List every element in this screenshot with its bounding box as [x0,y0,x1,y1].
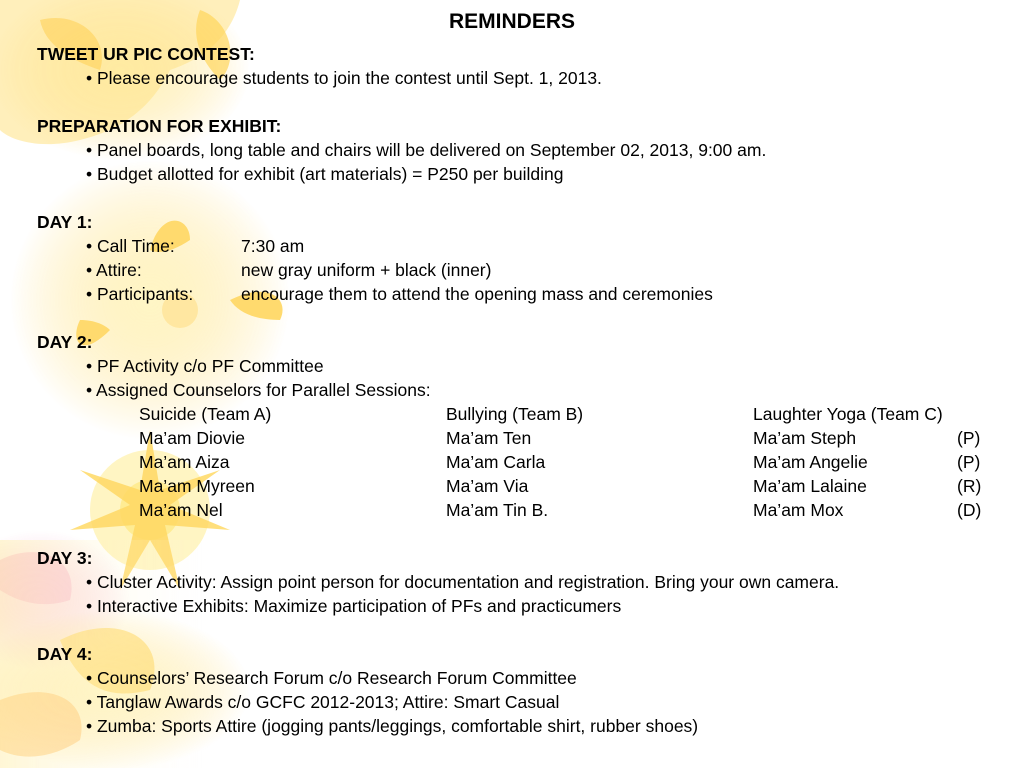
session-cell: Ma’am Mox [753,500,844,520]
bullet-day4-3: • Zumba: Sports Attire (jogging pants/leggings, comfortable shirt, rubber shoes) [86,716,699,736]
bullet-exhibit-1: • Panel boards, long table and chairs will be delivered on September 02, 2013, 9:00 am. [86,140,767,160]
bullet-day4-2: • Tanglaw Awards c/o GCFC 2012-2013; Attire: Smart Casual [86,692,560,712]
session-cell: Ma’am Via [446,476,529,496]
day1-value: new gray uniform + black (inner) [241,260,492,280]
bullet-exhibit-2: • Budget allotted for exhibit (art materials) = P250 per building [86,164,564,184]
session-cell: Ma’am Diovie [139,428,245,448]
heading-tweet-contest: TWEET UR PIC CONTEST: [37,44,255,64]
heading-day2: DAY 2: [37,332,93,352]
slide-title: REMINDERS [448,10,575,33]
session-cell: Ma’am Lalaine [753,476,867,496]
bullet-day2-1: • PF Activity c/o PF Committee [86,356,324,376]
heading-day3: DAY 3: [37,548,93,568]
day1-label: • Attire: [86,260,142,280]
session-header-a: Suicide (Team A) [139,404,272,424]
day1-label: • Call Time: [86,236,175,256]
day1-value: 7:30 am [241,236,305,256]
heading-day4: DAY 4: [37,644,93,664]
session-cell: Ma’am Steph [753,428,857,448]
session-cell: Ma’am Carla [446,452,546,472]
session-cell: Ma’am Tin B. [446,500,549,520]
session-cell: Ma’am Aiza [139,452,230,472]
session-header-b: Bullying (Team B) [446,404,584,424]
session-header-c: Laughter Yoga (Team C) [753,404,943,424]
bullet-day4-1: • Counselors’ Research Forum c/o Research Forum Committee [86,668,577,688]
heading-day1: DAY 1: [37,212,93,232]
session-cell: Ma’am Angelie [753,452,868,472]
bullet-tweet-1: • Please encourage students to join the contest until Sept. 1, 2013. [86,68,602,88]
session-code: (R) [957,476,982,496]
session-code: (D) [957,500,982,520]
session-cell: Ma’am Ten [446,428,532,448]
heading-exhibit: PREPARATION FOR EXHIBIT: [37,116,282,136]
day1-value: encourage them to attend the opening mass and ceremonies [241,284,713,304]
bullet-day3-2: • Interactive Exhibits: Maximize participation of PFs and practicumers [86,596,622,616]
session-cell: Ma’am Nel [139,500,223,520]
session-code: (P) [957,452,981,472]
bullet-day2-2: • Assigned Counselors for Parallel Sessions: [86,380,431,400]
bullet-day3-1: • Cluster Activity: Assign point person for documentation and registration. Bring your own camera. [86,572,840,592]
session-code: (P) [957,428,981,448]
session-cell: Ma’am Myreen [139,476,255,496]
day1-label: • Participants: [86,284,194,304]
